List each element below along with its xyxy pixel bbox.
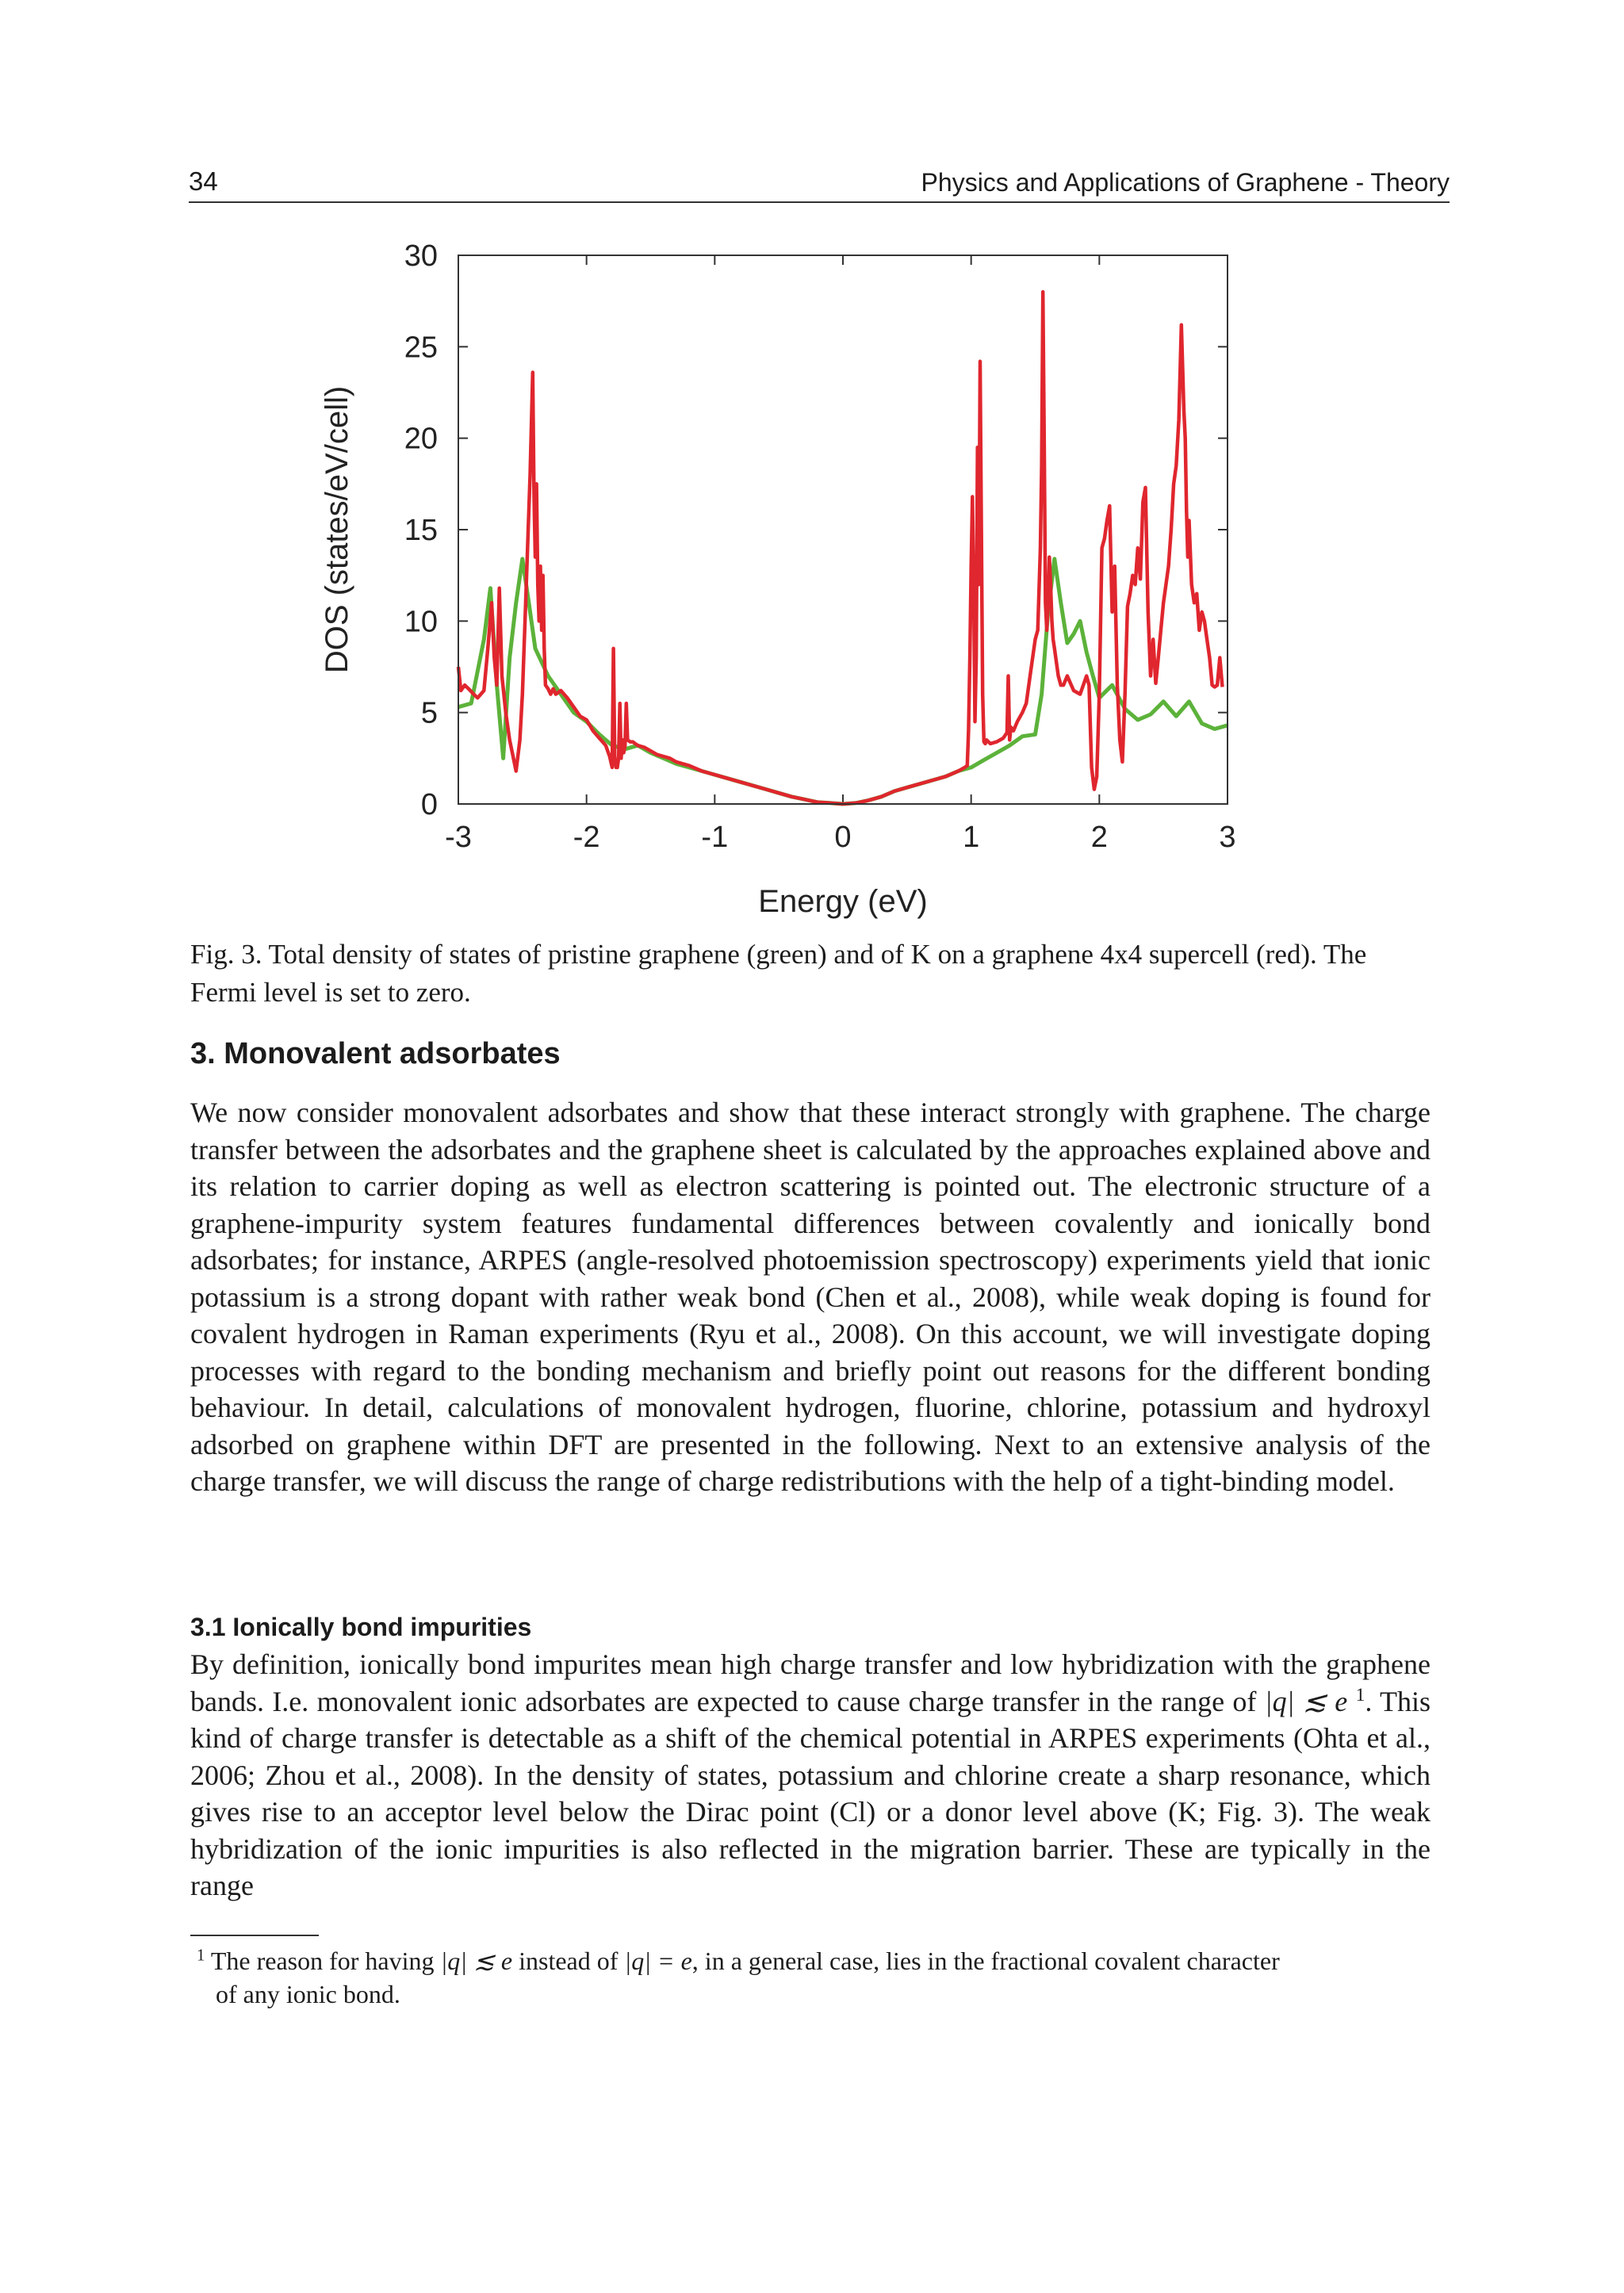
x-tick-label: 3 [1219, 821, 1236, 854]
footnote-text: , in a general case, lies in the fractional covalent character [691, 1947, 1280, 1975]
footnote-text: instead of [512, 1947, 625, 1975]
y-tick-label: 5 [420, 696, 438, 730]
y-axis-label: DOS (states/eV/cell) [320, 385, 354, 674]
page-header [189, 163, 1450, 203]
x-tick-label: -2 [573, 821, 600, 854]
page-number: 34 [189, 167, 218, 196]
footnote-text-continued: of any ionic bond. [216, 1980, 400, 2008]
plot-frame [458, 255, 1228, 804]
subsection-heading: 3.1 Ionically bond impurities [190, 1613, 532, 1641]
inline-math: |q| ≲ e [440, 1947, 513, 1975]
inline-math: |q| ≲ e [1264, 1685, 1348, 1717]
x-tick-label: 0 [834, 821, 852, 854]
x-tick-label: 1 [963, 821, 980, 854]
series-line-k-graphene [458, 292, 1223, 804]
footnote-rule [190, 1935, 319, 1936]
subsection-paragraph [190, 1646, 1431, 1904]
dos-chart [301, 230, 1285, 920]
x-tick-label: 2 [1090, 821, 1108, 854]
footnote-text: The reason for having [210, 1947, 441, 1975]
inline-math: |q| = e [624, 1947, 692, 1975]
x-tick-label: -1 [701, 821, 729, 854]
running-title: Physics and Applications of Graphene - Theory [921, 168, 1450, 197]
paragraph-text: By definition, ionically bond impurites mean high charge transfer and low hybridization with the graphene bands. I.e. monovalent ionic adsorbates are expected to cause charge transfer in the range of [190, 1648, 1431, 1717]
footnote-reference[interactable]: 1 [1355, 1684, 1365, 1705]
x-tick-label: -3 [445, 821, 472, 854]
footnote-mark: 1 [197, 1946, 205, 1965]
paragraph-text: . This kind of charge transfer is detectable as a shift of the chemical potential in ARPES experiments (Ohta et al., 2006; Zhou et al., 2008). In the density of states, potassium and chlorine create a sharp resonance, which gives rise to an acceptor level below the Dirac point (Cl) or a donor level above (K; Fig. 3). The weak hybridization of the ionic impurities is also reflected in the migration barrier. These are typically in the range [190, 1685, 1431, 1901]
x-axis-label: Energy (eV) [758, 884, 928, 919]
y-tick-label: 25 [404, 331, 438, 365]
footnote [197, 1944, 1431, 2011]
section-paragraph: We now consider monovalent adsorbates and show that these interact strongly with graphene. The charge transfer between the adsorbates and the graphene sheet is calculated by the approaches explained above and its relation to carrier doping as well as electron scattering is pointed out. The electronic structure of a graphene-impurity system features fundamental differences between covalently and ionically bond adsorbates; for instance, ARPES (angle-resolved photoemission spectroscopy) experiments yield that ionic potassium is a strong dopant with rather weak bond (Chen et al., 2008), while weak doping is found for covalent hydrogen in Raman experiments (Ryu et al., 2008). On this account, we will investigate doping processes with regard to the bonding mechanism and briefly point out reasons for the different bonding behaviour. In detail, calculations of monovalent hydrogen, fluorine, chlorine, potassium and hydroxyl adsorbed on graphene within DFT are presented in the following. Next to an extensive analysis of the charge transfer, we will discuss the range of charge redistributions with the help of a tight-binding model. [190, 1097, 1431, 1497]
y-tick-label: 15 [404, 514, 438, 547]
y-tick-label: 10 [404, 605, 438, 639]
figure-caption: Fig. 3. Total density of states of pristine graphene (green) and of K on a graphene 4x4 supercell (red). The Fermi level is set to zero. [190, 939, 1367, 1008]
section-heading: 3. Monovalent adsorbates [190, 1037, 561, 1070]
y-tick-label: 30 [404, 239, 438, 273]
y-tick-label: 0 [420, 788, 438, 821]
y-tick-label: 20 [404, 422, 438, 456]
